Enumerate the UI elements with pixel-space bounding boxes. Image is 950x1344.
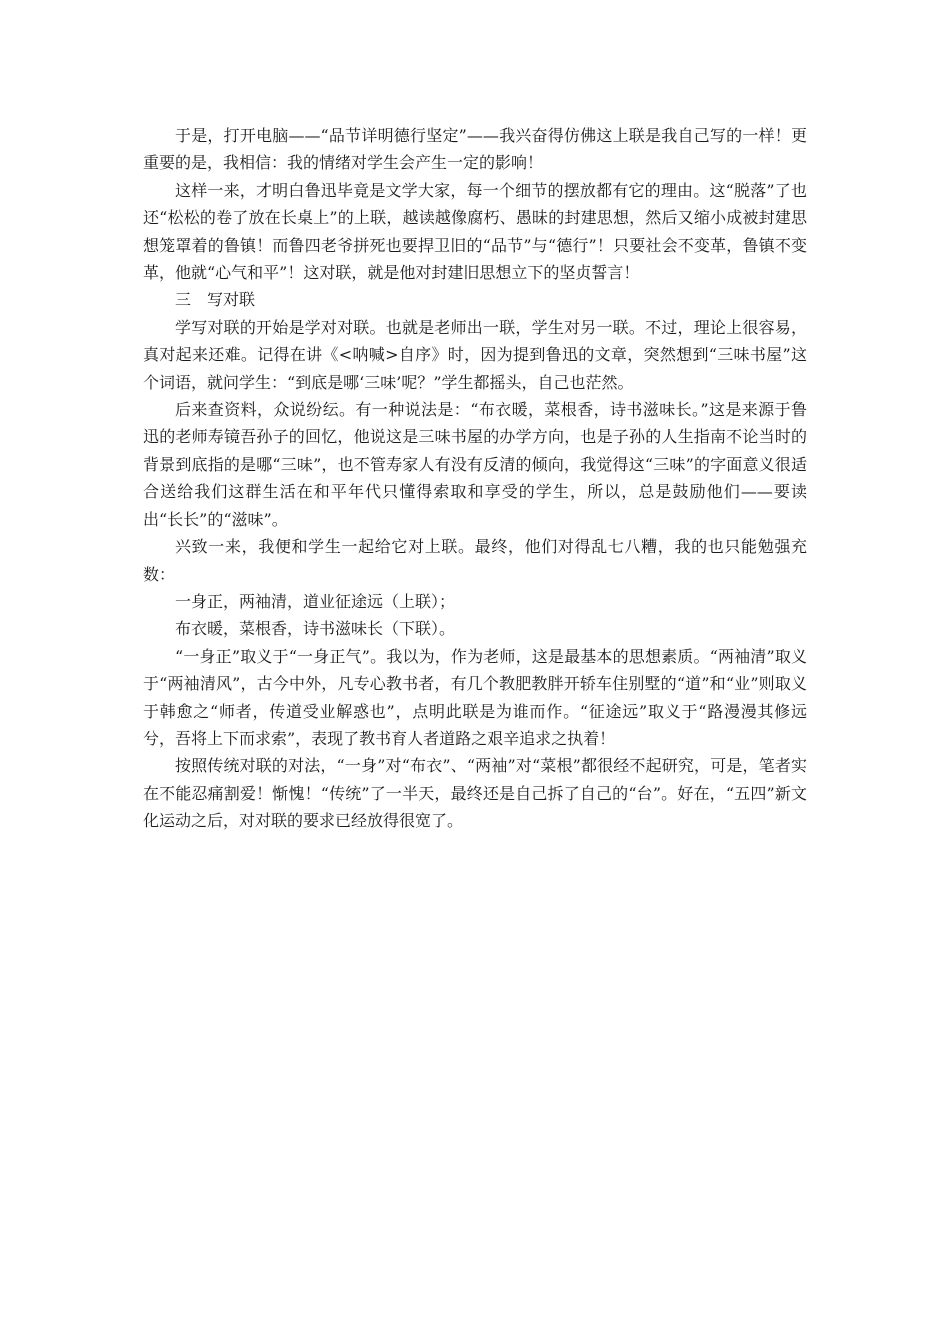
paragraph: 学写对联的开始是学对对联。也就是老师出一联，学生对另一联。不过，理论上很容易，真对起来还难。记得在讲《<呐喊>自序》时，因为提到鲁迅的文章，突然想到“三味书屋”这个词语，就问学生：“到底是哪‘三味’呢？”学生都摇头，自己也茫然。	[143, 317, 807, 392]
paragraph: 按照传统对联的对法，“一身”对“布衣”、“两袖”对“菜根”都很经不起研究，可是，笔者实在不能忍痛割爱！惭愧！“传统”了一半天，最终还是自己拆了自己的“台”。好在，“五四”新文化运动之后，对对联的要求已经放得很宽了。	[143, 756, 807, 831]
paragraph: 这样一来，才明白鲁迅毕竟是文学大家，每一个细节的摆放都有它的理由。这“脱落”了也还“松松的卷了放在长桌上”的上联，越读越像腐朽、愚昧的封建思想，然后又缩小成被封建思想笼罩着的鲁镇！而鲁四老爷拼死也要捍卫旧的“品节”与“德行”！只要社会不变革，鲁镇不变革，他就“心气和平”！这对联，就是他对封建旧思想立下的坚贞誓言！	[143, 180, 807, 283]
paragraph: 后来查资料，众说纷纭。有一种说法是：“布衣暖，菜根香，诗书滋味长。”这是来源于鲁迅的老师寿镜吾孙子的回忆，他说这是三味书屋的办学方向，也是子孙的人生指南不论当时的背景到底指的是哪“三味”，也不管寿家人有没有反清的倾向，我觉得这“三味”的字面意义很适合送给我们这群生活在和平年代只懂得索取和享受的学生，所以，总是鼓励他们——要读出“长长”的“滋味”。	[143, 400, 807, 529]
article-body	[143, 122, 807, 835]
couplet-lower-line: 布衣暖，菜根香，诗书滋味长（下联）。	[175, 619, 456, 639]
paragraph: 兴致一来，我便和学生一起给它对上联。最终，他们对得乱七八糟，我的也只能勉强充数：	[143, 537, 807, 584]
section-heading: 三 写对联	[175, 290, 256, 310]
paragraph: “一身正”取义于“一身正气”。我以为，作为老师，这是最基本的思想素质。“两袖清”取义于“两袖清风”，古今中外，凡专心教书者，有几个教肥教胖开轿车住别墅的“道”和“业”则取义于韩愈之“师者，传道受业解惑也”，点明此联是为谁而作。“征途远”取义于“路漫漫其修远兮，吾将上下而求索”，表现了教书育人者道路之艰辛追求之执着！	[143, 646, 807, 748]
paragraph: 于是，打开电脑——“品节详明德行坚定”——我兴奋得仿佛这上联是我自己写的一样！更重要的是，我相信：我的情绪对学生会产生一定的影响！	[143, 126, 807, 173]
couplet-upper-line: 一身正，两袖清，道业征途远（上联）；	[175, 591, 456, 611]
